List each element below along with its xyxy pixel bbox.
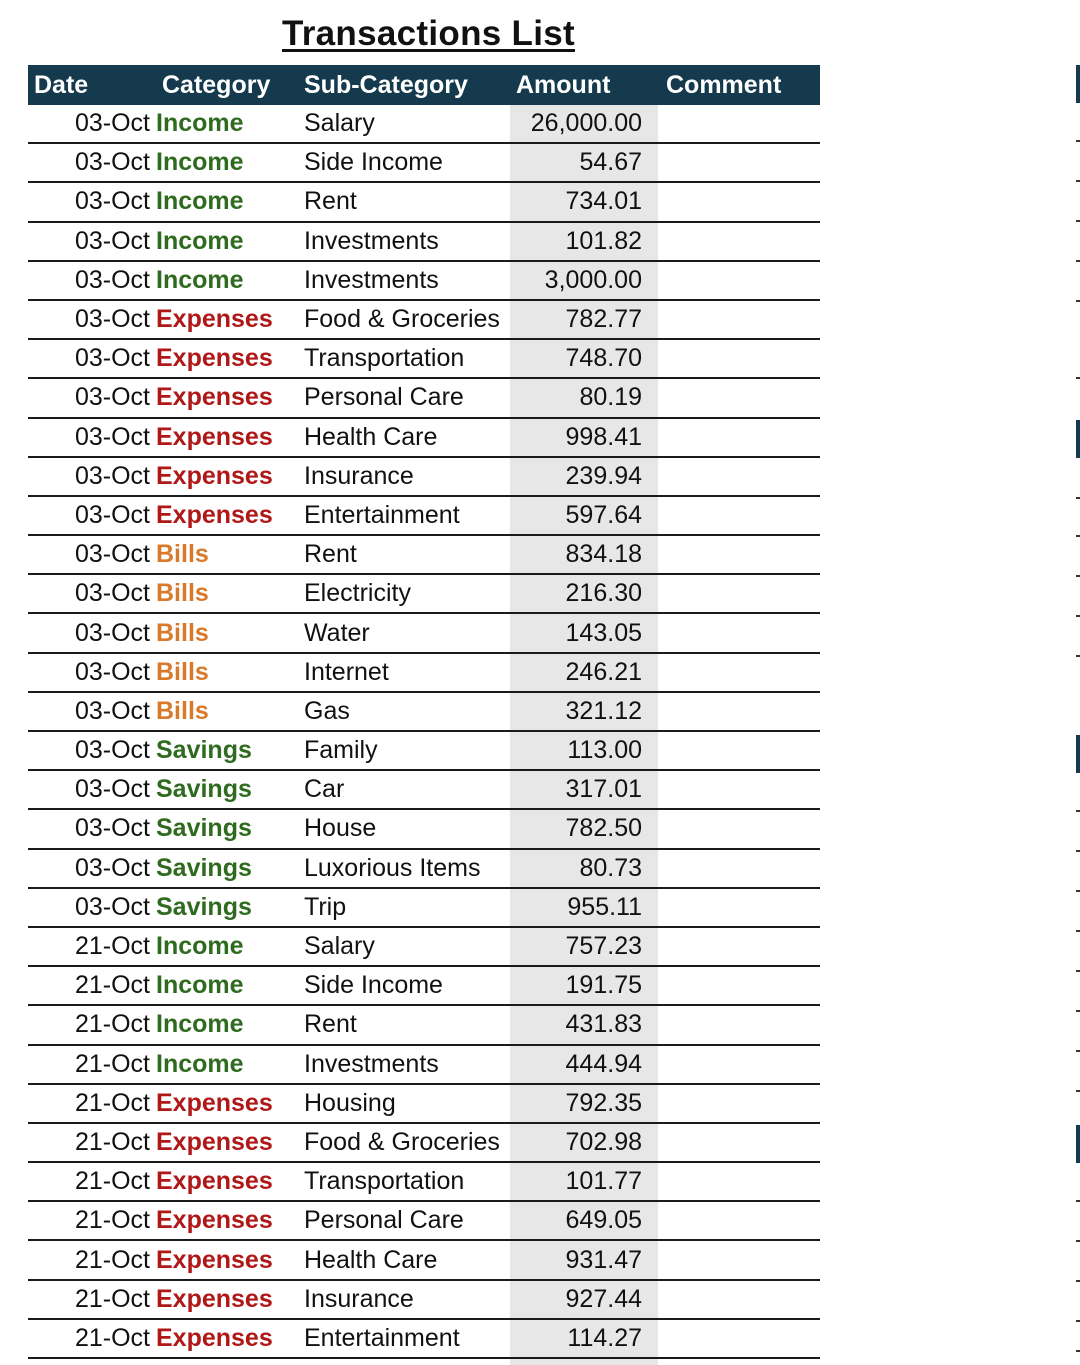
table-header-row [28,65,820,105]
amount-cell[interactable]: 246.21 [510,653,658,692]
sub-category-cell[interactable]: Entertainment [304,496,510,535]
table-row[interactable] [28,731,820,770]
edge-row-fragment [1076,890,1080,892]
date-cell[interactable]: 03-Oct [28,692,156,731]
sub-category-cell[interactable]: Personal Care [304,1201,510,1240]
edge-row-fragment [1076,1050,1080,1052]
table-row[interactable] [28,457,820,496]
edge-row-fragment [1076,930,1080,932]
table-row[interactable] [28,496,820,535]
edge-row-fragment [1076,535,1080,537]
date-cell[interactable]: 03-Oct [28,105,156,143]
column-header-amount[interactable]: Amount [510,65,658,105]
comment-cell[interactable] [658,1045,820,1084]
category-cell[interactable]: Savings [156,888,304,927]
category-cell[interactable]: Expenses [156,496,304,535]
table-row[interactable] [28,261,820,300]
amount-cell[interactable]: 80.19 [510,378,658,417]
table-row[interactable] [28,1005,820,1044]
table-row[interactable] [28,1319,820,1358]
table-row[interactable] [28,1240,820,1279]
sub-category-cell[interactable]: Insurance [304,1280,510,1319]
date-cell[interactable]: 03-Oct [28,770,156,809]
edge-row-fragment [1076,180,1080,182]
category-cell[interactable]: Income [156,966,304,1005]
amount-cell[interactable]: 734.01 [510,182,658,221]
comment-cell[interactable] [658,457,820,496]
sub-category-cell[interactable]: Family [304,731,510,770]
table-row[interactable] [28,849,820,888]
sub-category-cell[interactable]: Health Care [304,418,510,457]
date-cell[interactable]: 03-Oct [28,457,156,496]
category-cell[interactable]: Expenses [156,378,304,417]
table-row[interactable] [28,378,820,417]
edge-row-fragment [1076,575,1080,577]
comment-cell[interactable] [658,574,820,613]
amount-cell[interactable]: 597.64 [510,496,658,535]
table-row[interactable] [28,1280,820,1319]
amount-cell[interactable]: 101.77 [510,1162,658,1201]
table-row[interactable] [28,535,820,574]
edge-row-fragment [1076,140,1080,142]
sub-category-cell[interactable]: Investments [304,261,510,300]
edge-row-fragment [1076,1350,1080,1352]
category-cell[interactable]: Income [156,261,304,300]
comment-cell[interactable] [658,1280,820,1319]
sub-category-cell[interactable]: Gas [304,692,510,731]
edge-row-fragment [1076,377,1080,379]
column-header-comment[interactable]: Comment [658,65,820,105]
amount-cell[interactable]: 702.98 [510,1123,658,1162]
amount-cell[interactable]: 3,000.00 [510,261,658,300]
amount-cell[interactable]: 792.35 [510,1084,658,1123]
sub-category-cell[interactable]: Internet [304,653,510,692]
comment-cell[interactable] [658,731,820,770]
comment-cell[interactable] [658,339,820,378]
amount-cell[interactable]: 114.27 [510,1319,658,1358]
edge-row-fragment [1076,850,1080,852]
category-cell[interactable]: Expenses [156,418,304,457]
sub-category-cell[interactable]: Transportation [304,339,510,378]
sub-category-cell[interactable]: Investments [304,1045,510,1084]
table-row[interactable] [28,105,820,143]
comment-cell[interactable] [658,1162,820,1201]
edge-row-fragment [1076,1010,1080,1012]
category-cell[interactable]: Expenses [156,1123,304,1162]
edge-row-fragment [1076,970,1080,972]
amount-cell[interactable]: 191.75 [510,966,658,1005]
date-cell[interactable]: 21-Oct [28,966,156,1005]
table-row[interactable] [28,770,820,809]
amount-cell[interactable]: 54.67 [510,143,658,182]
table-row[interactable] [28,966,820,1005]
category-cell[interactable]: Income [156,222,304,261]
comment-cell[interactable] [658,849,820,888]
date-cell[interactable]: 21-Oct [28,1280,156,1319]
category-cell[interactable]: Bills [156,692,304,731]
edge-row-fragment [1076,1200,1080,1202]
sub-category-cell[interactable]: Investments [304,222,510,261]
sub-category-cell[interactable]: Salary [304,927,510,966]
edge-header-fragment [1076,420,1080,458]
date-cell[interactable]: 03-Oct [28,809,156,848]
category-cell[interactable]: Expenses [156,1240,304,1279]
date-cell[interactable]: 21-Oct [28,1162,156,1201]
date-cell[interactable]: 03-Oct [28,888,156,927]
category-cell[interactable]: Savings [156,731,304,770]
table-row[interactable] [28,574,820,613]
edge-row-fragment [1076,497,1080,499]
sub-category-cell[interactable]: Housing [304,1084,510,1123]
category-cell[interactable]: Expenses [156,339,304,378]
sub-category-cell[interactable]: Luxorious Items [304,849,510,888]
table-row[interactable] [28,300,820,339]
table-row[interactable] [28,339,820,378]
category-cell[interactable]: Income [156,927,304,966]
sub-category-cell[interactable]: Car [304,770,510,809]
table-row[interactable] [28,692,820,731]
category-cell[interactable]: Income [156,143,304,182]
comment-cell[interactable] [658,1005,820,1044]
date-cell[interactable]: 03-Oct [28,535,156,574]
edge-row-fragment [1076,655,1080,657]
sub-category-cell[interactable]: Health Care [304,1240,510,1279]
edge-row-fragment [1076,810,1080,812]
comment-cell[interactable] [658,418,820,457]
comment-cell[interactable] [658,770,820,809]
edge-row-fragment [1076,220,1080,222]
table-row[interactable] [28,418,820,457]
category-cell[interactable]: Income [156,105,304,143]
category-cell[interactable]: Income [156,1005,304,1044]
amount-cell[interactable]: 927.44 [510,1280,658,1319]
comment-cell[interactable] [658,888,820,927]
category-cell[interactable]: Savings [156,770,304,809]
category-cell[interactable]: Savings [156,849,304,888]
table-row[interactable] [28,613,820,652]
column-header-sub-category[interactable]: Sub-Category [304,65,510,105]
comment-cell[interactable] [658,809,820,848]
amount-cell[interactable]: 80.73 [510,849,658,888]
sub-category-cell[interactable]: Insurance [304,457,510,496]
adjacent-sheet-edge [1072,65,1080,1365]
category-cell[interactable]: Expenses [156,1319,304,1358]
sub-category-cell[interactable]: Rent [304,182,510,221]
date-cell[interactable]: 03-Oct [28,731,156,770]
date-cell[interactable]: 03-Oct [28,574,156,613]
comment-cell[interactable] [658,105,820,143]
edge-row-fragment [1076,1240,1080,1242]
comment-cell[interactable] [658,1201,820,1240]
edge-header-fragment [1076,735,1080,773]
amount-cell[interactable]: 239.94 [510,457,658,496]
amount-cell[interactable]: 649.05 [510,1201,658,1240]
category-cell[interactable]: Expenses [156,1280,304,1319]
sub-category-cell[interactable]: Transportation [304,1162,510,1201]
amount-cell[interactable]: 216.30 [510,574,658,613]
sub-category-cell[interactable]: Entertainment [304,1319,510,1358]
transactions-table [28,65,820,1359]
table-row[interactable] [28,182,820,221]
amount-cell[interactable]: 757.23 [510,927,658,966]
column-header-date[interactable]: Date [28,65,156,105]
category-cell[interactable]: Expenses [156,1201,304,1240]
comment-cell[interactable] [658,692,820,731]
date-cell[interactable]: 03-Oct [28,222,156,261]
amount-cell[interactable]: 321.12 [510,692,658,731]
date-cell[interactable]: 21-Oct [28,1005,156,1044]
sub-category-cell[interactable]: Rent [304,1005,510,1044]
edge-row-fragment [1076,615,1080,617]
edge-header-fragment [1076,1125,1080,1163]
table-row[interactable] [28,1201,820,1240]
sub-category-cell[interactable]: Water [304,613,510,652]
table-row[interactable] [28,809,820,848]
comment-cell[interactable] [658,143,820,182]
sub-category-cell[interactable]: Food & Groceries [304,300,510,339]
table-row[interactable] [28,653,820,692]
comment-cell[interactable] [658,222,820,261]
amount-cell[interactable]: 955.11 [510,888,658,927]
comment-cell[interactable] [658,1319,820,1358]
category-cell[interactable]: Income [156,182,304,221]
amount-cell[interactable]: 782.77 [510,300,658,339]
category-cell[interactable]: Income [156,1045,304,1084]
comment-cell[interactable] [658,261,820,300]
comment-cell[interactable] [658,535,820,574]
date-cell[interactable]: 21-Oct [28,1045,156,1084]
date-cell[interactable]: 03-Oct [28,300,156,339]
date-cell[interactable]: 21-Oct [28,1201,156,1240]
amount-cell[interactable]: 113.00 [510,731,658,770]
comment-cell[interactable] [658,496,820,535]
date-cell[interactable]: 21-Oct [28,1240,156,1279]
edge-header-fragment [1076,65,1080,103]
date-cell[interactable]: 03-Oct [28,143,156,182]
table-row[interactable] [28,927,820,966]
comment-cell[interactable] [658,300,820,339]
date-cell[interactable]: 21-Oct [28,1123,156,1162]
category-cell[interactable]: Expenses [156,300,304,339]
date-cell[interactable]: 21-Oct [28,1084,156,1123]
date-cell[interactable]: 03-Oct [28,261,156,300]
sub-category-cell[interactable]: House [304,809,510,848]
date-cell[interactable]: 03-Oct [28,653,156,692]
edge-row-fragment [1076,1320,1080,1322]
edge-row-fragment [1076,300,1080,302]
amount-cell[interactable]: 834.18 [510,535,658,574]
comment-cell[interactable] [658,1240,820,1279]
sub-category-cell[interactable]: Rent [304,535,510,574]
table-row[interactable] [28,1045,820,1084]
category-cell[interactable]: Bills [156,574,304,613]
date-cell[interactable]: 21-Oct [28,927,156,966]
category-cell[interactable]: Expenses [156,1162,304,1201]
column-header-category[interactable]: Category [156,65,304,105]
date-cell[interactable]: 21-Oct [28,1319,156,1358]
category-cell[interactable]: Savings [156,809,304,848]
sub-category-cell[interactable]: Side Income [304,966,510,1005]
comment-cell[interactable] [658,1084,820,1123]
comment-cell[interactable] [658,1123,820,1162]
date-cell[interactable]: 03-Oct [28,378,156,417]
sub-category-cell[interactable]: Electricity [304,574,510,613]
category-cell[interactable]: Bills [156,653,304,692]
comment-cell[interactable] [658,966,820,1005]
edge-row-fragment [1076,1280,1080,1282]
comment-cell[interactable] [658,653,820,692]
amount-cell[interactable]: 26,000.00 [510,105,658,143]
sub-category-cell[interactable]: Side Income [304,143,510,182]
edge-row-fragment [1076,260,1080,262]
comment-cell[interactable] [658,613,820,652]
amount-cell[interactable]: 431.83 [510,1005,658,1044]
date-cell[interactable]: 03-Oct [28,613,156,652]
sub-category-cell[interactable]: Personal Care [304,378,510,417]
category-cell[interactable]: Expenses [156,457,304,496]
date-cell[interactable]: 03-Oct [28,849,156,888]
date-cell[interactable]: 03-Oct [28,418,156,457]
comment-cell[interactable] [658,378,820,417]
amount-cell[interactable]: 998.41 [510,418,658,457]
table-row[interactable] [28,1162,820,1201]
table-row[interactable] [28,1123,820,1162]
sub-category-cell[interactable]: Salary [304,105,510,143]
amount-cell[interactable]: 444.94 [510,1045,658,1084]
comment-cell[interactable] [658,927,820,966]
table-row[interactable] [28,888,820,927]
edge-row-fragment [1076,1090,1080,1092]
table-row[interactable] [28,1084,820,1123]
table-row[interactable] [28,222,820,261]
category-cell[interactable]: Bills [156,613,304,652]
sub-category-cell[interactable]: Food & Groceries [304,1123,510,1162]
amount-cell[interactable]: 317.01 [510,770,658,809]
category-cell[interactable]: Bills [156,535,304,574]
page-title: Transactions List [282,14,575,53]
sub-category-cell[interactable]: Trip [304,888,510,927]
amount-cell[interactable]: 748.70 [510,339,658,378]
table-body [28,105,820,1358]
amount-cell[interactable]: 931.47 [510,1240,658,1279]
amount-cell[interactable]: 101.82 [510,222,658,261]
category-cell[interactable]: Expenses [156,1084,304,1123]
comment-cell[interactable] [658,182,820,221]
date-cell[interactable]: 03-Oct [28,339,156,378]
date-cell[interactable]: 03-Oct [28,182,156,221]
amount-cell[interactable]: 782.50 [510,809,658,848]
amount-cell[interactable]: 143.05 [510,613,658,652]
table-row[interactable] [28,143,820,182]
date-cell[interactable]: 03-Oct [28,496,156,535]
